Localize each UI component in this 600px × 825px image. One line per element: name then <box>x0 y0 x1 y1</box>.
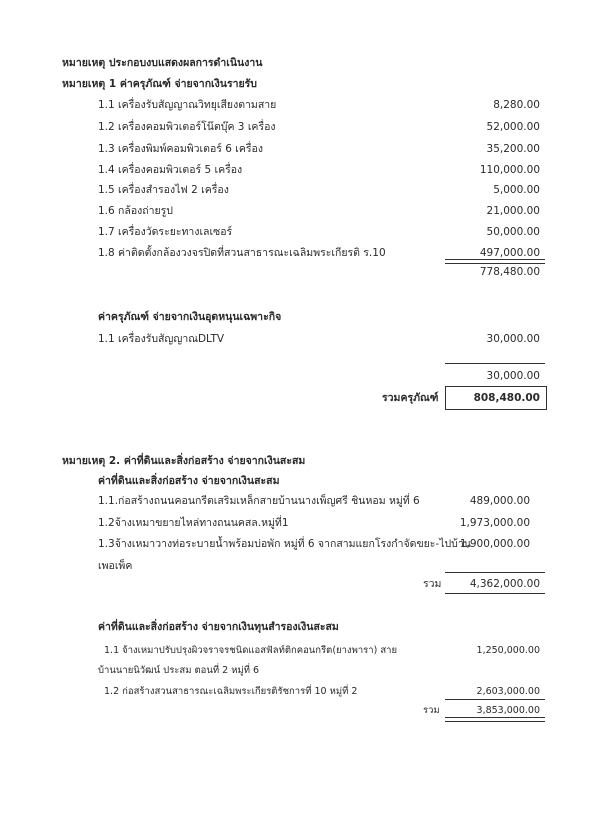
note1-item-2-label: 1.2 เครื่องคอมพิวเตอร์โน๊ตบุ๊ค 3 เครื่อง <box>98 121 276 133</box>
note1-item-8-label: 1.8 ค่าติดตั้งกล้องวงจรปิดที่สวนสาธารณะเฉลิมพระเกียรติ ร.10 <box>98 247 386 259</box>
note2-rule-top <box>445 572 545 573</box>
note1-total-rule <box>445 259 545 264</box>
note2-item-2-label: 1.2จ้างเหมาขยายไหล่ทางถนนคสล.หมู่ที่1 <box>98 517 289 529</box>
note2-item-3-amount: 1,900,000.00 <box>459 538 530 550</box>
note1-item-1-label: 1.1 เครื่องรับสัญญาณวิทยุเสียงตามสาย <box>98 99 277 111</box>
note2-title: หมายเหตุ 2. ค่าที่ดินและสิ่งก่อสร้าง จ่ายจากเงินสะสม <box>62 455 306 467</box>
reserve-total: 3,853,000.00 <box>476 705 540 716</box>
note1-item-4-label: 1.4 เครื่องคอมพิวเตอร์ 5 เครื่อง <box>98 164 243 176</box>
note1-total: 778,480.00 <box>479 266 540 278</box>
note1-item-3-label: 1.3 เครื่องพิมพ์คอมพิวเตอร์ 6 เครื่อง <box>98 143 263 155</box>
note1-title: หมายเหตุ 1 ค่าครุภัณฑ์ จ่ายจากเงินรายรับ <box>62 78 257 90</box>
note1-item-6-amount: 21,000.00 <box>486 205 540 217</box>
note1-item-7-amount: 50,000.00 <box>486 226 540 238</box>
reserve-total-label: รวม <box>423 705 440 716</box>
reserve-rule-bottom <box>445 717 545 722</box>
note1-item-7-label: 1.7 เครื่องวัดระยะทางเลเซอร์ <box>98 226 233 238</box>
note2-item-3-label: 1.3จ้างเหมาวางท่อระบายน้ำพร้อมบ่อพัก หมู่ที่ 6 จากสามแยกโรงกำจัดขยะ-ไปบ้าน <box>98 538 471 550</box>
note2-item-1-amount: 489,000.00 <box>469 495 530 507</box>
note2-item-3-cont: เพอเพ็ค <box>98 560 133 572</box>
note1-item-6-label: 1.6 กล้องถ่ายรูป <box>98 205 173 217</box>
page-title: หมายเหตุ ประกอบงบแสดงผลการดำเนินงาน <box>62 57 263 69</box>
note1-item-1-amount: 8,280.00 <box>493 99 540 111</box>
reserve-item-2-label: 1.2 ก่อสร้างสวนสาธารณะเฉลิมพระเกียรติรัชการที่ 10 หมู่ที่ 2 <box>104 686 358 697</box>
note1-item-3-amount: 35,200.00 <box>486 143 540 155</box>
note1-item-2-amount: 52,000.00 <box>486 121 540 133</box>
reserve-item-1-amount: 1,250,000.00 <box>476 645 540 656</box>
note1-item-4-amount: 110,000.00 <box>479 164 540 176</box>
note2-total-label: รวม <box>423 578 442 590</box>
note1-item-5-amount: 5,000.00 <box>493 184 540 196</box>
note2-item-1-label: 1.1.ก่อสร้างถนนคอนกรีตเสริมเหล็กสายบ้านนางเพ็ญศรี ชินหอม หมู่ที่ 6 <box>98 495 420 507</box>
reserve-heading: ค่าที่ดินและสิ่งก่อสร้าง จ่ายจากเงินทุนสำรองเงินสะสม <box>98 621 339 633</box>
subsidy-rule <box>445 363 545 364</box>
grand-total-label: รวมครุภัณฑ์ <box>382 392 439 404</box>
note1-item-8-amount: 497,000.00 <box>479 247 540 259</box>
reserve-item-1-label: 1.1 จ้างเหมาปรับปรุงผิวจราจรชนิดแอสฟัลท์ติกคอนกรีต(ยางพารา) สาย <box>104 645 398 656</box>
subsidy-item-amount: 30,000.00 <box>486 333 540 345</box>
subsidy-heading: ค่าครุภัณฑ์ จ่ายจากเงินอุดหนุนเฉพาะกิจ <box>98 311 282 323</box>
note1-item-5-label: 1.5 เครื่องสำรองไฟ 2 เครื่อง <box>98 184 229 196</box>
note2-item-2-amount: 1,973,000.00 <box>459 517 530 529</box>
note2-heading: ค่าที่ดินและสิ่งก่อสร้าง จ่ายจากเงินสะสม <box>98 475 280 487</box>
note2-rule-bottom <box>445 593 545 594</box>
subsidy-item-label: 1.1 เครื่องรับสัญญาณDLTV <box>98 333 225 345</box>
reserve-item-2-amount: 2,603,000.00 <box>476 686 540 697</box>
note2-total: 4,362,000.00 <box>469 578 540 590</box>
reserve-rule-top <box>445 699 545 700</box>
subsidy-total: 30,000.00 <box>486 370 540 382</box>
reserve-item-1-cont: บ้านนายนิวัฒน์ ประสม ตอนที่ 2 หมู่ที่ 6 <box>98 665 260 676</box>
grand-total: 808,480.00 <box>473 392 540 404</box>
